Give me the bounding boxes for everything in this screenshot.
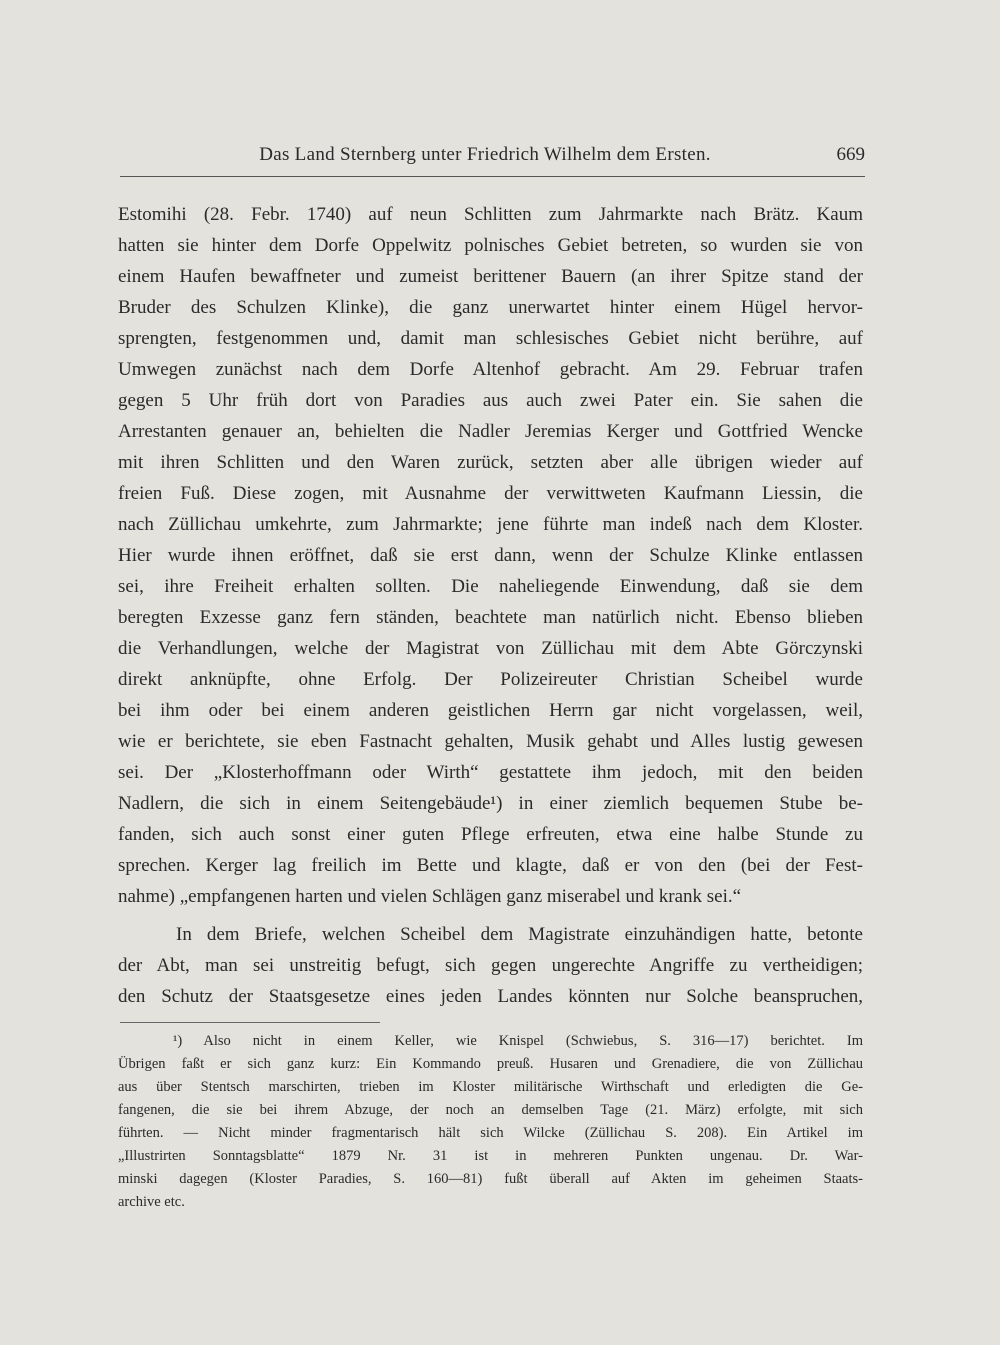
- text-line: beregten Exzesse ganz fern ständen, beachtete man natürlich nicht. Ebenso blieben: [118, 607, 863, 628]
- text-line: den Schutz der Staatsgesetze eines jeden Landes könnten nur Solche beanspruchen,: [118, 986, 863, 1007]
- running-header: [120, 140, 865, 177]
- footnote-line: archive etc.: [118, 1194, 185, 1210]
- footnote-divider: [120, 1022, 380, 1023]
- running-title: Das Land Sternberg unter Friedrich Wilhelm dem Ersten.: [259, 144, 711, 165]
- text-line: In dem Briefe, welchen Scheibel dem Magistrate einzuhändigen hatte, betonte: [176, 924, 863, 945]
- text-line: freien Fuß. Diese zogen, mit Ausnahme der verwittweten Kaufmann Liessin, die: [118, 483, 863, 504]
- text-line: sei. Der „Klosterhoffmann oder Wirth“ gestattete ihm jedoch, mit den beiden: [118, 762, 863, 783]
- footnote-line: Übrigen faßt er sich ganz kurz: Ein Kommando preuß. Husaren und Grenadiere, die von Züllichau: [118, 1056, 863, 1072]
- text-line: Nadlern, die sich in einem Seitengebäude¹) in einer ziemlich bequemen Stube be-: [118, 793, 863, 814]
- text-line: Estomihi (28. Febr. 1740) auf neun Schlitten zum Jahrmarkte nach Brätz. Kaum: [118, 204, 863, 225]
- footnote-line: „Illustrirten Sonntagsblatte“ 1879 Nr. 31 ist in mehreren Punkten ungenau. Dr. War-: [118, 1148, 863, 1164]
- text-line: Umwegen zunächst nach dem Dorfe Altenhof gebracht. Am 29. Februar trafen: [118, 359, 863, 380]
- text-line: hatten sie hinter dem Dorfe Oppelwitz polnisches Gebiet betreten, so wurden sie von: [118, 235, 863, 256]
- text-line: einem Haufen bewaffneter und zumeist berittener Bauern (an ihrer Spitze stand der: [118, 266, 863, 287]
- text-line: sei, ihre Freiheit erhalten sollten. Die naheliegende Einwendung, daß sie dem: [118, 576, 863, 597]
- text-line: Arrestanten genauer an, behielten die Nadler Jeremias Kerger und Gottfried Wencke: [118, 421, 863, 442]
- text-line: gegen 5 Uhr früh dort von Paradies aus auch zwei Pater ein. Sie sahen die: [118, 390, 863, 411]
- footnote-line: fangenen, die sie bei ihrem Abzuge, der noch an demselben Tage (21. März) erfolgte, mit sich: [118, 1102, 863, 1118]
- text-line: fanden, sich auch sonst einer guten Pflege erfreuten, etwa eine halbe Stunde zu: [118, 824, 863, 845]
- text-line: sprechen. Kerger lag freilich im Bette und klagte, daß er von den (bei der Fest-: [118, 855, 863, 876]
- text-line: Hier wurde ihnen eröffnet, daß sie erst dann, wenn der Schulze Klinke entlassen: [118, 545, 863, 566]
- text-line: nach Züllichau umkehrte, zum Jahrmarkte; jene führte man indeß nach dem Kloster.: [118, 514, 863, 535]
- footnote-line: aus über Stentsch marschirten, trieben im Kloster militärische Wirthschaft und erledigten die Ge-: [118, 1079, 863, 1095]
- page-number: 669: [836, 144, 865, 165]
- text-line: nahme) „empfangenen harten und vielen Schlägen ganz miserabel und krank sei.“: [118, 886, 742, 907]
- text-line: der Abt, man sei unstreitig befugt, sich gegen ungerechte Angriffe zu vertheidigen;: [118, 955, 863, 976]
- text-line: wie er berichtete, sie eben Fastnacht gehalten, Musik gehabt und Alles lustig gewesen: [118, 731, 863, 752]
- text-line: sprengten, festgenommen und, damit man schlesisches Gebiet nicht berühre, auf: [118, 328, 863, 349]
- text-line: direkt anknüpfte, ohne Erfolg. Der Polizeireuter Christian Scheibel wurde: [118, 669, 863, 690]
- footnote-line: ¹) Also nicht in einem Keller, wie Knispel (Schwiebus, S. 316—17) berichtet. Im: [173, 1033, 863, 1049]
- text-line: Bruder des Schulzen Klinke), die ganz unerwartet hinter einem Hügel hervor-: [118, 297, 863, 318]
- footnote-line: minski dagegen (Kloster Paradies, S. 160—81) fußt überall auf Akten im geheimen Staats-: [118, 1171, 863, 1187]
- footnote-line: führten. — Nicht minder fragmentarisch hält sich Wilcke (Züllichau S. 208). Ein Artikel im: [118, 1125, 863, 1141]
- text-line: mit ihren Schlitten und den Waren zurück, setzten aber alle übrigen wieder auf: [118, 452, 863, 473]
- text-line: die Verhandlungen, welche der Magistrat von Züllichau mit dem Abte Görczynski: [118, 638, 863, 659]
- text-line: bei ihm oder bei einem anderen geistlichen Herrn gar nicht vorgelassen, weil,: [118, 700, 863, 721]
